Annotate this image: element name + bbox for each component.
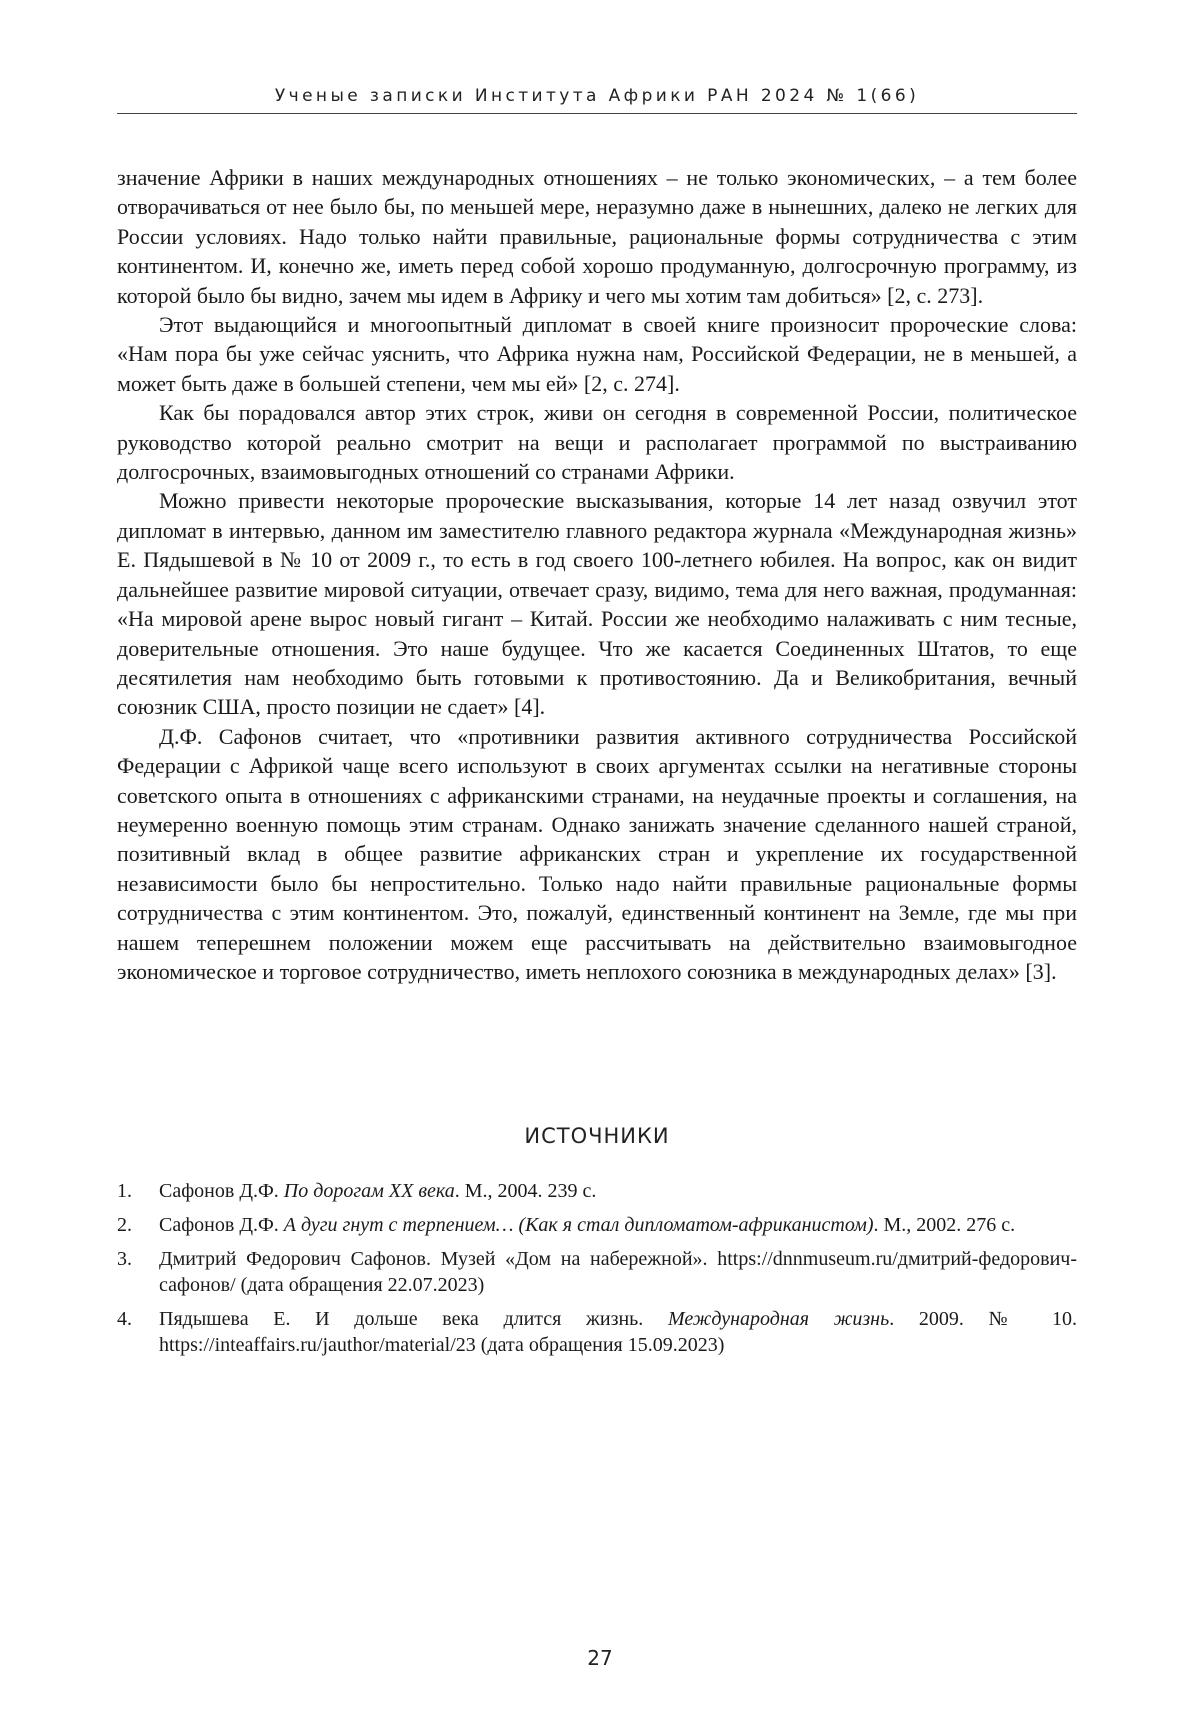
reference-author: Дмитрий Федорович Сафонов. Музей «Дом на набережной». https://dnnmuseum.ru/дмитрий-федорович-сафонов/ (дата обращения 22.07.2023) xyxy=(159,1248,1077,1296)
reference-details: . М., 2004. 239 с. xyxy=(454,1180,597,1202)
reference-text xyxy=(159,1306,1077,1358)
paragraph-1: значение Африки в наших международных отношениях – не только экономических, – а тем более отворачиваться от нее было бы, по меньшей мере, неразумно даже в нынешних, далеко не легких для России условиях. Надо только найти правильные, рациональные формы сотрудничества с этим континентом. И, конечно же, иметь перед собой хорошо продуманную, долгосрочную программу, из которой было бы видно, зачем мы идем в Африку и чего мы хотим там добиться» [2, с. 273]. xyxy=(117,165,1077,308)
reference-item-1 xyxy=(117,1178,1077,1204)
paragraph-3: Как бы порадовался автор этих строк, живи он сегодня в современной России, политическое руководство которой реально смотрит на вещи и располагает программой по выстраиванию долгосрочных, взаимовыгодных отношений со странами Африки. xyxy=(117,400,1077,485)
reference-number: 4. xyxy=(117,1308,132,1330)
reference-details: . М., 2002. 276 с. xyxy=(873,1214,1016,1236)
reference-text xyxy=(159,1212,1077,1238)
reference-text xyxy=(159,1178,1077,1204)
paragraph-2: Этот выдающийся и многоопытный дипломат в своей книге произносит пророческие слова: «Нам пора бы уже сейчас уяснить, что Африка нужна нам, Российской Федерации, не в меньшей, а может быть даже в большей степени, чем мы ей» [2, с. 274]. xyxy=(117,312,1077,396)
reference-details: . 2009. № 10. https://inteaffairs.ru/jauthor/material/23 (дата обращения 15.09.2023) xyxy=(159,1308,1077,1356)
reference-author: Сафонов Д.Ф. xyxy=(159,1214,284,1236)
reference-list xyxy=(117,1178,1077,1366)
reference-title: А дуги гнут с терпением… (Как я стал дипломатом-африканистом) xyxy=(283,1214,874,1236)
sources-heading: ИСТОЧНИКИ xyxy=(524,1124,670,1148)
reference-author: Сафонов Д.Ф. xyxy=(159,1180,284,1202)
reference-number: 1. xyxy=(117,1180,132,1202)
reference-text xyxy=(159,1246,1077,1298)
reference-title: Международная жизнь xyxy=(667,1308,890,1330)
article-body xyxy=(117,163,1077,986)
reference-title: По дорогам ХХ века xyxy=(283,1180,455,1202)
reference-author: Пядышева Е. И дольше века длится жизнь. xyxy=(159,1308,668,1330)
reference-item-3 xyxy=(117,1246,1077,1298)
reference-number: 3. xyxy=(117,1248,132,1270)
paragraph-4: Можно привести некоторые пророческие высказывания, которые 14 лет назад озвучил этот дипломат в интервью, данном им заместителю главного редактора журнала «Международная жизнь» Е. Пядышевой в № 10 от 2009 г., то есть в год своего 100-летнего юбилея. На вопрос, как он видит дальнейшее развитие мировой ситуации, отвечает сразу, видимо, тема для него важная, продуманная: «На мировой арене вырос новый гигант – Китай. России же необходимо налаживать с ним тесные, доверительные отношения. Это наше будущее. Что же касается Соединенных Штатов, то еще десятилетия нам необходимо быть готовыми к противостоянию. Да и Великобритания, вечный союзник США, просто позиции не сдает» [4]. xyxy=(117,488,1077,720)
reference-item-4 xyxy=(117,1306,1077,1358)
reference-number: 2. xyxy=(117,1214,132,1236)
paragraph-5: Д.Ф. Сафонов считает, что «противники развития активного сотрудничества Российской Федерации с Африкой чаще всего используют в своих аргументах ссылки на негативные стороны советского опыта в отношениях с африканскими странами, на неудачные проекты и соглашения, на неумеренно военную помощь этим странам. Однако занижать значение сделанного нашей страной, позитивный вклад в общее развитие африканских стран и укрепление их государственной независимости было бы непростительно. Только надо найти правильные рациональные формы сотрудничества с этим континентом. Это, пожалуй, единственный континент на Земле, где мы при нашем теперешнем положении можем еще рассчитывать на действительно взаимовыгодное экономическое и торговое сотрудничество, иметь неплохого союзника в международных делах» [3]. xyxy=(117,723,1077,984)
running-header: Ученые записки Института Африки РАН 2024 № 1(66) xyxy=(274,86,920,106)
reference-item-2 xyxy=(117,1212,1077,1238)
page-number: 27 xyxy=(587,1646,613,1670)
header-divider xyxy=(117,113,1077,114)
